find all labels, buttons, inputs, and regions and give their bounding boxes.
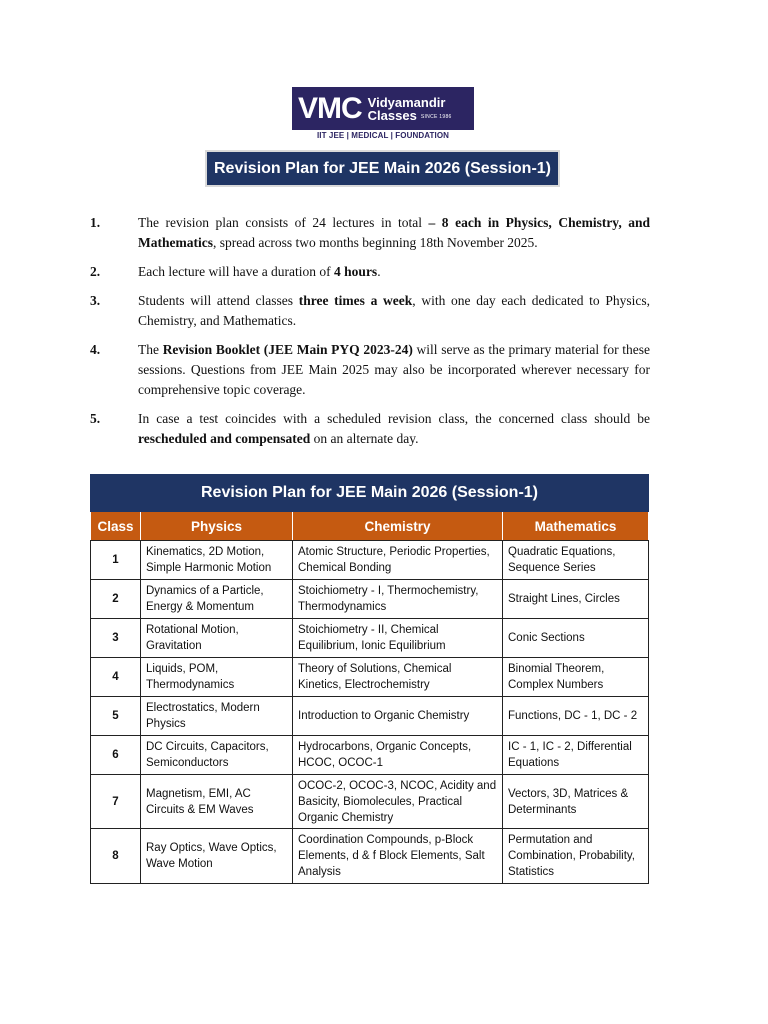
list-item-number: 3. (90, 293, 101, 308)
logo-since: SINCE 1986 (420, 113, 452, 120)
bold-text: 4 hours (334, 264, 378, 279)
chemistry-cell: OCOC-2, OCOC-3, NCOC, Acidity and Basicity, Biomolecules, Practical Organic Chemistry (293, 775, 503, 829)
table-header-row (91, 512, 649, 541)
col-header-chemistry: Chemistry (293, 512, 503, 541)
text-run: will serve as the primary material for these sessions. Questions from JEE Main 2025 may also be incorporated wherever necessary for comprehensive topic coverage. (138, 342, 650, 397)
text-run: on an alternate day. (310, 431, 419, 446)
logo-wordmark (368, 96, 452, 122)
list-item-text (138, 262, 650, 282)
physics-cell: Rotational Motion, Gravitation (141, 619, 293, 658)
text-run: , spread across two months beginning 18th November 2025. (212, 235, 538, 250)
table-row (91, 775, 649, 829)
text-run: . (377, 264, 381, 279)
mathematics-cell: Conic Sections (503, 619, 649, 658)
text-run: Each lecture will have a duration of (138, 264, 335, 279)
list-item-number: 5. (90, 411, 101, 426)
class-cell: 5 (91, 697, 141, 736)
mathematics-cell: Permutation and Combination, Probability, Statistics (503, 829, 649, 884)
revision-schedule-table (90, 474, 649, 884)
class-cell: 6 (91, 736, 141, 775)
col-header-mathematics: Mathematics (503, 512, 649, 541)
list-item-text (138, 291, 650, 331)
list-item-text (138, 340, 650, 400)
logo-line2: Classes (367, 107, 417, 123)
table-row (91, 658, 649, 697)
list-item (90, 213, 650, 253)
class-cell: 7 (91, 775, 141, 829)
physics-cell: Ray Optics, Wave Optics, Wave Motion (141, 829, 293, 884)
table-row (91, 619, 649, 658)
mathematics-cell: Quadratic Equations, Sequence Series (503, 541, 649, 580)
chemistry-cell: Theory of Solutions, Chemical Kinetics, Electrochemistry (293, 658, 503, 697)
mathematics-cell: Binomial Theorem, Complex Numbers (503, 658, 649, 697)
physics-cell: DC Circuits, Capacitors, Semiconductors (141, 736, 293, 775)
class-cell: 3 (91, 619, 141, 658)
vmc-logo (292, 87, 474, 141)
bold-text: three times a week (298, 293, 413, 308)
logo-line2-row (368, 109, 452, 122)
class-cell: 2 (91, 580, 141, 619)
mathematics-cell: IC - 1, IC - 2, Differential Equations (503, 736, 649, 775)
logo-tagline: IIT JEE | MEDICAL | FOUNDATION (316, 131, 450, 140)
list-item (90, 409, 650, 449)
text-run: Students will attend classes (138, 293, 299, 308)
table-row (91, 736, 649, 775)
mathematics-cell: Vectors, 3D, Matrices & Determinants (503, 775, 649, 829)
list-item (90, 291, 650, 331)
physics-cell: Kinematics, 2D Motion, Simple Harmonic Motion (141, 541, 293, 580)
physics-cell: Magnetism, EMI, AC Circuits & EM Waves (141, 775, 293, 829)
table-body (91, 541, 649, 884)
physics-cell: Liquids, POM, Thermodynamics (141, 658, 293, 697)
mathematics-cell: Functions, DC - 1, DC - 2 (503, 697, 649, 736)
list-item-number: 2. (90, 264, 101, 279)
list-item (90, 340, 650, 400)
revision-points-list (90, 213, 650, 458)
logo-vmc: VMC (298, 91, 362, 125)
table-row (91, 697, 649, 736)
chemistry-cell: Coordination Compounds, p-Block Elements, d & f Block Elements, Salt Analysis (293, 829, 503, 884)
list-item-text (138, 213, 650, 253)
list-item-number: 4. (90, 342, 101, 357)
bold-text: rescheduled and compensated (138, 431, 311, 446)
table-row (91, 580, 649, 619)
class-cell: 1 (91, 541, 141, 580)
text-run: , with one day each dedicated to Physics, Chemistry, and Mathematics. (138, 293, 651, 328)
physics-cell: Electrostatics, Modern Physics (141, 697, 293, 736)
chemistry-cell: Hydrocarbons, Organic Concepts, HCOC, OCOC-1 (293, 736, 503, 775)
physics-cell: Dynamics of a Particle, Energy & Momentum (141, 580, 293, 619)
text-run: The (138, 342, 163, 357)
col-header-physics: Physics (141, 512, 293, 541)
col-header-class: Class (91, 512, 141, 541)
list-item (90, 262, 650, 282)
bold-text: Revision Booklet (JEE Main PYQ 2023-24) (162, 342, 413, 357)
chemistry-cell: Stoichiometry - II, Chemical Equilibrium, Ionic Equilibrium (293, 619, 503, 658)
logo-box (292, 87, 474, 130)
text-run: In case a test coincides with a scheduled revision class, the concerned class should be (138, 411, 650, 426)
table-row (91, 541, 649, 580)
bold-text: – 8 each in Physics, Chemistry, and Mathematics (138, 215, 650, 250)
chemistry-cell: Atomic Structure, Periodic Properties, Chemical Bonding (293, 541, 503, 580)
list-item-number: 1. (90, 215, 101, 230)
table-title-row (91, 475, 649, 512)
table-title: Revision Plan for JEE Main 2026 (Session-1) (91, 475, 649, 512)
logo-line1: Vidyamandir (367, 94, 446, 110)
mathematics-cell: Straight Lines, Circles (503, 580, 649, 619)
class-cell: 8 (91, 829, 141, 884)
chemistry-cell: Stoichiometry - I, Thermochemistry, Thermodynamics (293, 580, 503, 619)
list-item-text (138, 409, 650, 449)
text-run: The revision plan consists of 24 lectures in total (138, 215, 429, 230)
table-row (91, 829, 649, 884)
page-title: Revision Plan for JEE Main 2026 (Session-1) (205, 150, 560, 187)
class-cell: 4 (91, 658, 141, 697)
chemistry-cell: Introduction to Organic Chemistry (293, 697, 503, 736)
